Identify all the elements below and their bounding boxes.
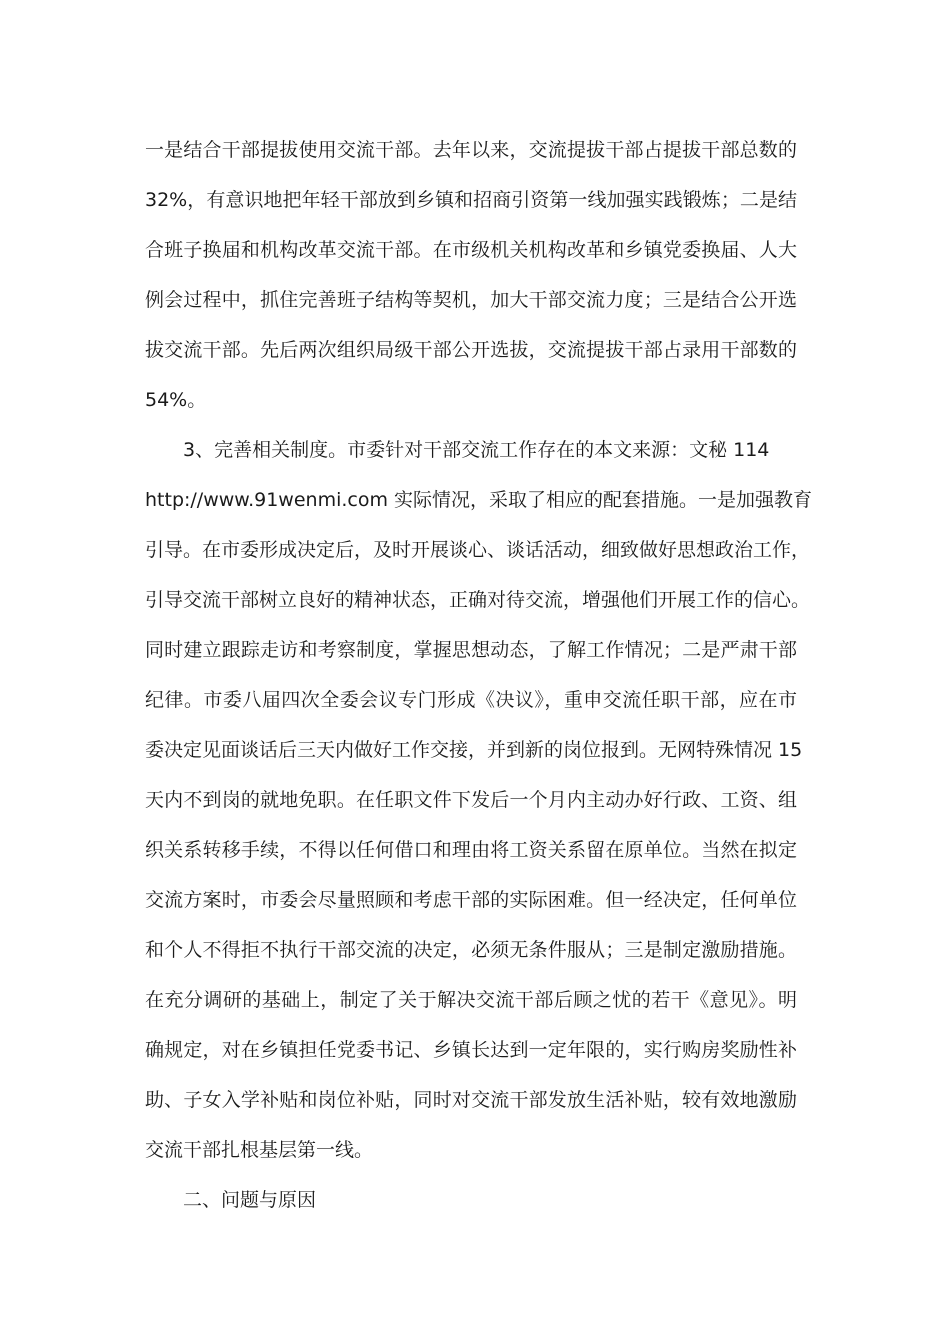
text-line: 同时建立跟踪走访和考察制度，掌握思想动态，了解工作情况；二是严肃干部 <box>145 639 797 661</box>
text-line: 助、子女入学补贴和岗位补贴，同时对交流干部发放生活补贴，较有效地激励 <box>145 1089 797 1111</box>
text-line: 织关系转移手续，不得以任何借口和理由将工资关系留在原单位。当然在拟定 <box>145 839 797 861</box>
text-line: 引导。在市委形成决定后，及时开展谈心、谈话活动，细致做好思想政治工作， <box>145 539 811 561</box>
text-line: 32%，有意识地把年轻干部放到乡镇和招商引资第一线加强实践锻炼；二是结 <box>145 189 797 211</box>
text-line: 交流干部扎根基层第一线。 <box>145 1139 374 1161</box>
paragraph-heading: 3、完善相关制度。市委针对干部交流工作存在的本文来源：文秘 114 <box>183 439 770 461</box>
text-line: http://www.91wenmi.com 实际情况，采取了相应的配套措施。一是加强教育 <box>145 489 813 511</box>
text-line: 一是结合干部提拔使用交流干部。去年以来，交流提拔干部占提拔干部总数的 <box>145 139 797 161</box>
text-line: 交流方案时，市委会尽量照顾和考虑干部的实际困难。但一经决定，任何单位 <box>145 889 797 911</box>
text-line: 引导交流干部树立良好的精神状态，正确对待交流，增强他们开展工作的信心。 <box>145 589 811 611</box>
text-line: 和个人不得拒不执行干部交流的决定，必须无条件服从；三是制定激励措施。 <box>145 939 797 961</box>
text-line: 委决定见面谈话后三天内做好工作交接，并到新的岗位报到。无网特殊情况 15 <box>145 739 803 761</box>
text-line: 合班子换届和机构改革交流干部。在市级机关机构改革和乡镇党委换届、人大 <box>145 239 797 261</box>
text-line: 确规定，对在乡镇担任党委书记、乡镇长达到一定年限的，实行购房奖励性补 <box>145 1039 797 1061</box>
section-heading: 二、问题与原因 <box>183 1189 317 1211</box>
text-line: 54%。 <box>145 389 207 411</box>
text-line: 拔交流干部。先后两次组织局级干部公开选拔，交流提拔干部占录用干部数的 <box>145 339 797 361</box>
text-line: 在充分调研的基础上，制定了关于解决交流干部后顾之忧的若干《意见》。明 <box>145 989 797 1011</box>
text-line: 纪律。市委八届四次全委会议专门形成《决议》，重申交流任职干部，应在市 <box>145 689 797 711</box>
text-line: 例会过程中，抓住完善班子结构等契机，加大干部交流力度；三是结合公开选 <box>145 289 797 311</box>
text-line: 天内不到岗的就地免职。在任职文件下发后一个月内主动办好行政、工资、组 <box>145 789 797 811</box>
